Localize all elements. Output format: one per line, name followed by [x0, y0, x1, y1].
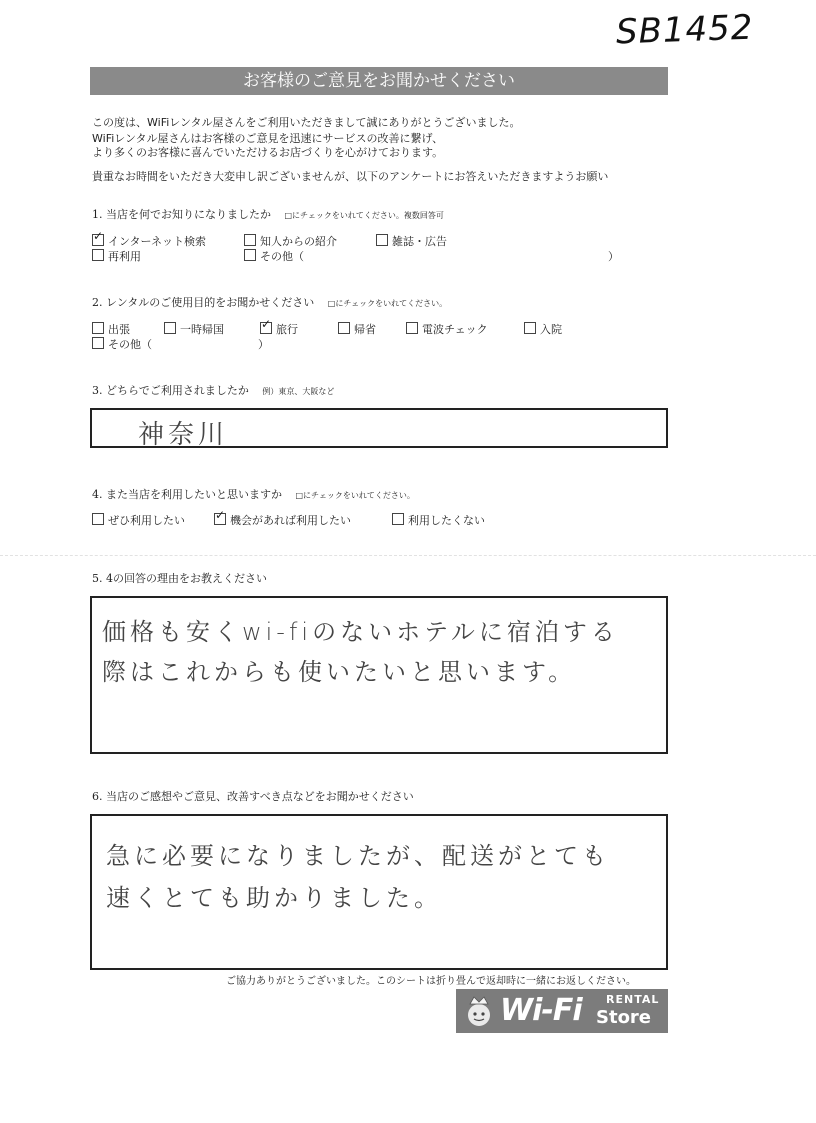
checkbox[interactable]	[92, 322, 104, 334]
q5-label: 5. 4の回答の理由をお教えください	[92, 572, 267, 585]
q1-other-close-paren: ）	[608, 250, 619, 263]
q1-option-other[interactable]	[244, 248, 304, 264]
option-label: その他（	[108, 338, 152, 351]
q4-option-no[interactable]	[392, 512, 485, 528]
q6-answer-line-1: 急に必要になりましたが、配送がとても	[106, 842, 610, 870]
option-label: 出張	[108, 323, 130, 336]
option-label: ぜひ利用したい	[108, 514, 185, 527]
q1-option-referral[interactable]	[244, 233, 337, 249]
q3-note: 例）東京、大阪など	[262, 387, 335, 396]
q1-option-magazine[interactable]	[376, 233, 447, 249]
q3-label	[92, 382, 334, 398]
logo-store-text: Store	[596, 1007, 652, 1028]
scan-fold-line	[0, 555, 816, 556]
crown-mascot-icon	[462, 993, 496, 1027]
option-label: 電波チェック	[422, 323, 488, 336]
q6-answer-line-2: 速くとても助かりました。	[106, 884, 442, 912]
option-label: 旅行	[276, 323, 298, 336]
page-title: お客様のご意見をお聞かせください	[90, 67, 668, 95]
option-label: 雑誌・広告	[392, 235, 447, 248]
q4-option-if-chance[interactable]	[214, 512, 351, 528]
q5-answer-box[interactable]	[90, 596, 668, 754]
intro-line-1: この度は、WiFiレンタル屋さんをご利用いただきまして誠にありがとうございました。	[92, 116, 521, 129]
option-label: インターネット検索	[108, 235, 207, 248]
intro-line-2: WiFiレンタル屋さんはお客様のご意見を迅速にサービスの改善に繋げ、	[92, 132, 444, 145]
checkbox-checked[interactable]	[260, 322, 272, 334]
checkbox[interactable]	[92, 337, 104, 349]
checkbox[interactable]	[164, 322, 176, 334]
q2-option-business[interactable]	[92, 321, 130, 337]
option-label: 知人からの紹介	[260, 235, 337, 248]
checkbox[interactable]	[92, 249, 104, 261]
option-label: 帰省	[354, 323, 376, 336]
checkbox[interactable]	[376, 234, 388, 246]
sheet-id: SB1452	[615, 7, 755, 53]
q3-question: 3. どちらでご利用されましたか	[92, 384, 249, 397]
logo-rental-text: RENTAL	[606, 993, 660, 1006]
q2-option-signal-check[interactable]	[406, 321, 488, 337]
checkbox[interactable]	[524, 322, 536, 334]
intro-line-3: より多くのお客様に喜んでいただけるお店づくりを心がけております。	[92, 146, 444, 159]
checkbox[interactable]	[244, 234, 256, 246]
q5-answer-line-1: 価格も安くwi-fiのないホテルに宿泊する	[102, 618, 619, 646]
checkbox[interactable]	[406, 322, 418, 334]
q2-question: 2. レンタルのご使用目的をお聞かせください	[92, 296, 315, 309]
intro-line-4: 貴重なお時間をいただき大変申し訳ございませんが、以下のアンケートにお答えいただきますようお願い	[92, 170, 609, 183]
q4-label	[92, 486, 415, 502]
checkbox[interactable]	[92, 513, 104, 525]
checkbox[interactable]	[392, 513, 404, 525]
checkbox-checked[interactable]	[92, 234, 104, 246]
q4-note: □にチェックをいれてください。	[295, 491, 415, 500]
option-label: 再利用	[108, 250, 141, 263]
q1-note: □にチェックをいれてください。複数回答可	[284, 211, 444, 220]
checkbox[interactable]	[244, 249, 256, 261]
wifi-rental-store-logo	[456, 989, 668, 1033]
option-label: 機会があれば利用したい	[230, 514, 351, 527]
footer-note: ご協力ありがとうございました。このシートは折り畳んで返却時に一緒にお返しください。	[226, 976, 636, 987]
q2-other-close-paren: ）	[258, 338, 269, 351]
q1-option-internet[interactable]	[92, 233, 206, 249]
checkbox[interactable]	[338, 322, 350, 334]
q4-option-definitely[interactable]	[92, 512, 185, 528]
q6-answer-box[interactable]	[90, 814, 668, 970]
q2-option-hospital[interactable]	[524, 321, 562, 337]
q2-option-travel[interactable]	[260, 321, 298, 337]
q6-label: 6. 当店のご感想やご意見、改善すべき点などをお聞かせください	[92, 790, 414, 803]
q5-answer-line-2: 際はこれからも使いたいと思います。	[102, 658, 577, 686]
q2-option-other[interactable]	[92, 336, 152, 352]
q2-note: □にチェックをいれてください。	[327, 299, 448, 308]
q3-answer-box[interactable]	[90, 408, 668, 448]
checkbox-checked[interactable]	[214, 513, 226, 525]
q1-question: 1. 当店を何でお知りになりましたか	[92, 208, 271, 221]
q4-question: 4. また当店を利用したいと思いますか	[92, 488, 282, 501]
q2-option-homecoming[interactable]	[338, 321, 376, 337]
option-label: その他（	[260, 250, 304, 263]
q3-answer: 神奈川	[138, 420, 229, 450]
option-label: 入院	[540, 323, 562, 336]
q2-option-temp-return[interactable]	[164, 321, 224, 337]
q2-label	[92, 294, 447, 310]
q1-option-reuse[interactable]	[92, 248, 141, 264]
option-label: 利用したくない	[408, 514, 485, 527]
option-label: 一時帰国	[180, 323, 224, 336]
q1-label	[92, 206, 444, 222]
logo-wifi-text: Wi-Fi	[500, 993, 582, 1028]
